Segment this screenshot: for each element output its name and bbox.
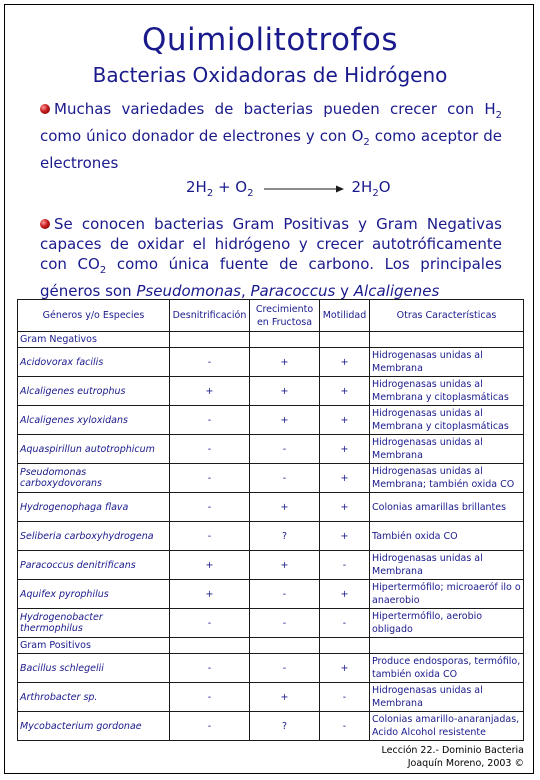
- cell-fructose: -: [250, 654, 320, 683]
- empty-cell: [320, 332, 370, 348]
- table-header-row: [18, 300, 524, 332]
- cell-denitrification: +: [170, 377, 250, 406]
- cell-motility: -: [320, 551, 370, 580]
- header-species: Géneros y/o Especies: [18, 300, 170, 332]
- cell-fructose: -: [250, 609, 320, 638]
- cell-species: Mycobacterium gordonae: [18, 712, 170, 741]
- table-row: [18, 712, 524, 741]
- cell-other: Hipertermófilo, aerobio obligado: [370, 609, 524, 638]
- cell-fructose: +: [250, 406, 320, 435]
- cell-other: Hidrogenasas unidas al Membrana: [370, 348, 524, 377]
- empty-cell: [370, 638, 524, 654]
- cell-fructose: +: [250, 493, 320, 522]
- header-denitrification: Desnitrificación: [170, 300, 250, 332]
- table-row: [18, 654, 524, 683]
- footer-lesson: Lección 22.- Dominio Bacteria: [381, 745, 524, 756]
- table-row: [18, 464, 524, 493]
- equation-product: $2H_2O$: [351, 178, 391, 199]
- cell-denitrification: -: [170, 683, 250, 712]
- cell-motility: +: [320, 406, 370, 435]
- cell-motility: +: [320, 377, 370, 406]
- table-row: [18, 609, 524, 638]
- cell-other: Hidrogenasas unidas al Membrana y citoplasmáticas: [370, 406, 524, 435]
- cell-species: Aquifex pyrophilus: [18, 580, 170, 609]
- cell-motility: +: [320, 493, 370, 522]
- paragraph-gram-types: Se conocen bacterias Gram Positivas y Gram Negativas capaces de oxidar el hidrógeno y crecer autotróficamente con $CO_2$ como única fuente de carbono. Los principales géneros son Pseudomonas, Paracoccus y Alcaligenes: [40, 215, 502, 300]
- header-fructose: Crecimiento en Fructosa: [250, 300, 320, 332]
- cell-species: Bacillus schlegelii: [18, 654, 170, 683]
- cell-motility: +: [320, 464, 370, 493]
- table-row: [18, 551, 524, 580]
- cell-fructose: -: [250, 435, 320, 464]
- cell-species: Aquaspirillun autotrophicum: [18, 435, 170, 464]
- table-row: [18, 683, 524, 712]
- empty-cell: [370, 332, 524, 348]
- cell-denitrification: +: [170, 580, 250, 609]
- cell-fructose: +: [250, 683, 320, 712]
- reaction-arrow-icon: [264, 184, 344, 194]
- table-section-row: [18, 638, 524, 654]
- cell-motility: +: [320, 348, 370, 377]
- cell-motility: -: [320, 712, 370, 741]
- cell-denitrification: +: [170, 551, 250, 580]
- cell-motility: +: [320, 522, 370, 551]
- cell-species: Arthrobacter sp.: [18, 683, 170, 712]
- cell-denitrification: -: [170, 348, 250, 377]
- cell-other: Produce endosporas, termófilo, también oxida CO: [370, 654, 524, 683]
- cell-other: También oxida CO: [370, 522, 524, 551]
- cell-species: Alcaligenes xyloxidans: [18, 406, 170, 435]
- cell-denitrification: -: [170, 712, 250, 741]
- cell-denitrification: -: [170, 654, 250, 683]
- table-row: [18, 377, 524, 406]
- cell-other: Hidrogenasas unidas al Membrana: [370, 683, 524, 712]
- footer-author: Joaquín Moreno, 2003 ©: [407, 758, 524, 769]
- cell-species: Paracoccus denitrificans: [18, 551, 170, 580]
- equation-reactants: $2H_2 + O_2$: [186, 178, 254, 199]
- cell-motility: -: [320, 683, 370, 712]
- cell-denitrification: -: [170, 435, 250, 464]
- page-subtitle: Bacterias Oxidadoras de Hidrógeno: [92, 63, 448, 87]
- cell-fructose: -: [250, 464, 320, 493]
- cell-motility: -: [320, 609, 370, 638]
- cell-other: Colonias amarillo-anaranjadas, Acido Alcohol resistente: [370, 712, 524, 741]
- cell-motility: +: [320, 580, 370, 609]
- cell-motility: +: [320, 654, 370, 683]
- cell-other: Hidrogenasas unidas al Membrana: [370, 435, 524, 464]
- cell-other: Hipertermófilo; microaeróf ilo o anaerobio: [370, 580, 524, 609]
- cell-fructose: +: [250, 377, 320, 406]
- empty-cell: [170, 638, 250, 654]
- cell-fructose: -: [250, 580, 320, 609]
- table-row: [18, 493, 524, 522]
- paragraph-hydrogen-donor: Muchas variedades de bacterias pueden crecer con $H_2$ como único donador de electrones y con $O_2$ como aceptor de electrones: [40, 100, 502, 172]
- cell-species: Seliberia carboxyhydrogena: [18, 522, 170, 551]
- cell-denitrification: -: [170, 464, 250, 493]
- cell-fructose: ?: [250, 712, 320, 741]
- section-label: Gram Positivos: [18, 638, 170, 654]
- table-row: [18, 580, 524, 609]
- section-label: Gram Negativos: [18, 332, 170, 348]
- header-other: Otras Características: [370, 300, 524, 332]
- cell-denitrification: -: [170, 609, 250, 638]
- reaction-equation: [186, 178, 391, 199]
- header-motility: Motilidad: [320, 300, 370, 332]
- table-row: [18, 435, 524, 464]
- empty-cell: [250, 638, 320, 654]
- page-title: Quimiolitotrofos: [142, 22, 398, 58]
- bullet-icon: [40, 104, 50, 114]
- empty-cell: [320, 638, 370, 654]
- cell-species: Acidovorax facilis: [18, 348, 170, 377]
- empty-cell: [250, 332, 320, 348]
- cell-denitrification: -: [170, 493, 250, 522]
- cell-other: Hidrogenasas unidas al Membrana; también oxida CO: [370, 464, 524, 493]
- cell-species: Alcaligenes eutrophus: [18, 377, 170, 406]
- cell-species: Hydrogenobacter thermophilus: [18, 609, 170, 638]
- cell-fructose: ?: [250, 522, 320, 551]
- cell-denitrification: -: [170, 406, 250, 435]
- table-row: [18, 348, 524, 377]
- table-row: [18, 522, 524, 551]
- cell-motility: +: [320, 435, 370, 464]
- bacteria-table: [17, 299, 524, 741]
- table-row: [18, 406, 524, 435]
- cell-species: Pseudomonas carboxydovorans: [18, 464, 170, 493]
- cell-other: Colonias amarillas brillantes: [370, 493, 524, 522]
- cell-other: Hidrogenasas unidas al Membrana y citoplasmáticas: [370, 377, 524, 406]
- cell-species: Hydrogenophaga flava: [18, 493, 170, 522]
- empty-cell: [170, 332, 250, 348]
- cell-fructose: +: [250, 551, 320, 580]
- cell-other: Hidrogenasas unidas al Membrana: [370, 551, 524, 580]
- bullet-icon: [40, 219, 50, 229]
- table-section-row: [18, 332, 524, 348]
- cell-denitrification: -: [170, 522, 250, 551]
- cell-fructose: +: [250, 348, 320, 377]
- footer: [382, 744, 524, 770]
